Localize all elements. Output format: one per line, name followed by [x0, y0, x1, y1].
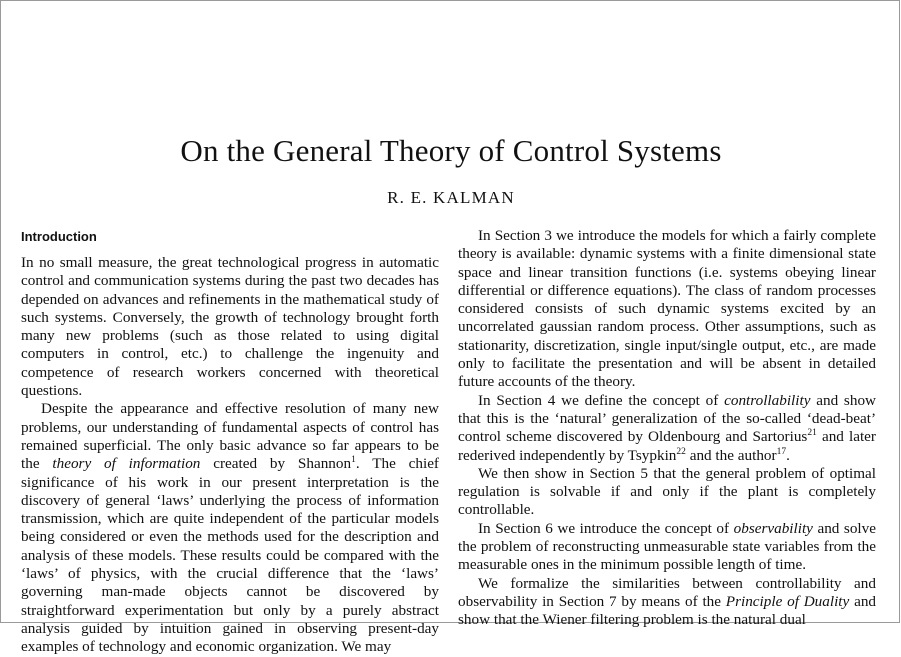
text-run: and the author [685, 446, 777, 464]
text-run: . The chief significance of his work in our present interpretation is the discovery of general ‘laws’ underlying the process of information transmission, which are quite independent of the particular models being considered or even the methods used for the description and analysis of these models. These results could be compared with the ‘laws’ of physics, with the crucial difference that the ‘laws’ governing man-made objects cannot be discovered by straightforward experimentation but only by a purely abstract analysis guided by intuition gained in observing present-day examples of technology and economic organization. We may [21, 455, 439, 656]
emphasis-principle-of-duality: Principle of Duality [725, 592, 850, 610]
citation-ref: 22 [676, 446, 686, 457]
text-run: Despite the appearance and effective resolution of many new problems, our understanding of fundamental aspects of control has remained superficial. The only basic advance so far appears to be the [21, 400, 439, 473]
text-run: We formalize the similarities between controllability and observability in Section 7 by means of the [458, 574, 876, 610]
emphasis-theory-of-information: theory of information [52, 455, 201, 473]
emphasis-observability: observability [733, 519, 813, 537]
text-run: In Section 4 we define the concept of [478, 391, 725, 409]
paragraph-intro-2 [21, 400, 439, 656]
paragraph-section-5: We then show in Section 5 that the general problem of optimal regulation is solvable if and only if the plant is completely controllable. [458, 464, 876, 519]
text-run: In Section 6 we introduce the concept of [478, 519, 734, 537]
section-heading-introduction: Introduction [21, 229, 97, 244]
text-run: and show that this is the ‘natural’ generalization of the so-called ‘dead-beat’ control scheme discovered by Oldenbourg and Sartorius [458, 391, 877, 446]
emphasis-controllability: controllability [724, 391, 811, 409]
left-column [21, 227, 439, 657]
citation-ref: 21 [807, 428, 817, 439]
paragraph-section-7 [458, 575, 876, 630]
text-run: and later rederived independently by Tsypkin [458, 428, 876, 464]
right-column [458, 227, 876, 630]
text-run: and solve the problem of reconstructing unmeasurable state variables from the measurable ones in the minimum possible length of time. [458, 519, 876, 574]
paper-title: On the General Theory of Control Systems [180, 133, 722, 168]
citation-ref: 17 [776, 446, 787, 457]
paragraph-section-6 [458, 520, 876, 575]
paragraph-intro-1: In no small measure, the great technological progress in automatic control and communication systems during the past two decades has depended on advances and refinements in the mathematical study of such systems. Conversely, the growth of technology brought forth many new problems (such as those related to using digital computers in control, etc.) to challenge the ingenuity and competence of research workers concerned with theoretical questions. [21, 254, 439, 400]
paragraph-section-4 [458, 392, 876, 465]
paper-author: R. E. KALMAN [387, 188, 515, 207]
citation-ref: 1 [351, 455, 356, 466]
text-run: and show that the Wiener filtering problem is the natural dual [458, 592, 877, 629]
text-run: created by Shannon [200, 455, 352, 473]
paragraph-section-3: In Section 3 we introduce the models for which a fairly complete theory is available: dynamic systems with a finite dimensional state space and linear transition functions (i.e. systems obeying linear differential or difference equations). The class of random processes considered consists of such dynamic systems excited by an uncorrelated gaussian random process. Other assumptions, such as stationarity, discretization, single input/single output, etc., are made only to facilitate the presentation and will be absent in detailed future accounts of the theory. [458, 227, 876, 391]
text-run: . [786, 446, 790, 464]
